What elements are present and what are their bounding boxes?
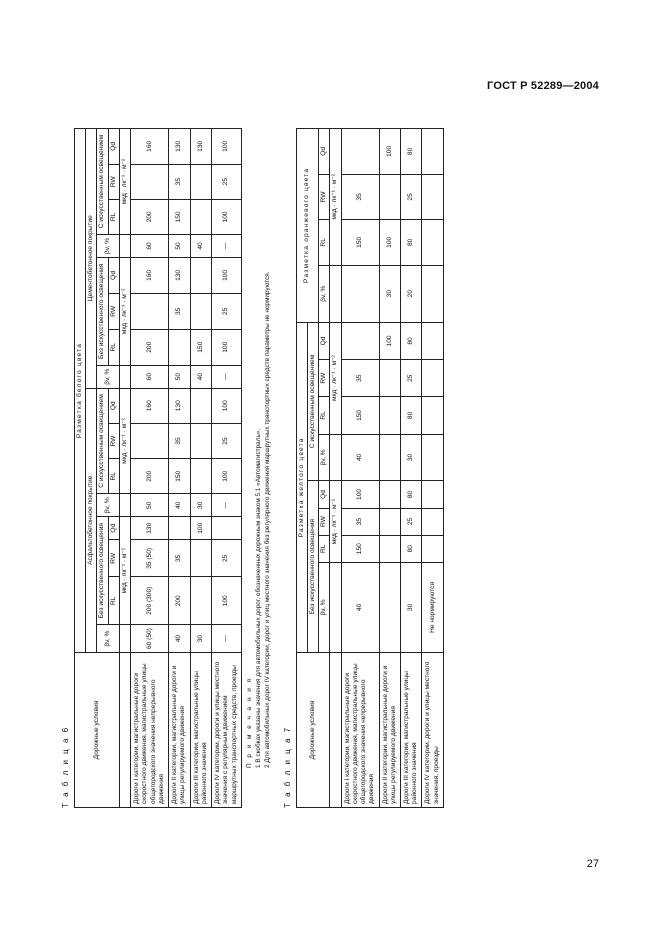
table6-col-road: Дорожные условия	[74, 653, 119, 808]
h-qd: Qd	[108, 129, 119, 165]
table6-body	[130, 129, 241, 808]
h-beta: βv, %	[318, 265, 329, 322]
value-cell: 130	[168, 388, 189, 423]
value-cell	[341, 265, 379, 322]
table6	[74, 128, 242, 808]
value-cell	[190, 293, 211, 329]
value-cell: 25	[400, 360, 421, 397]
units-spacer	[329, 434, 340, 481]
note-1: 1 В скобках указаны значения для автомобильных дорог, обозначенных дорожным знаком 5.1 «Автомагистраль».	[254, 428, 262, 768]
value-cell: 35	[341, 174, 379, 219]
value-cell: 80	[400, 397, 421, 434]
value-cell	[190, 199, 211, 234]
value-cell: 150	[341, 220, 379, 266]
sub-no-light: Без искусственного освещения	[96, 517, 107, 625]
value-cell: 200 (300)	[130, 577, 168, 625]
value-cell: 130	[168, 129, 189, 165]
h-beta: βv, %	[318, 562, 329, 652]
units-label: мкд · лк⁻¹ · м⁻²	[119, 129, 130, 235]
value-cell	[190, 164, 211, 199]
table-row	[421, 129, 442, 808]
value-cell: 100	[211, 257, 241, 293]
value-cell: —	[211, 365, 241, 388]
value-cell	[379, 508, 400, 535]
road-condition-cell: Дороги I категории, магистральные дороги скоростного движения, магистральные улицы общегородского значения непрерывного движения	[130, 653, 168, 808]
value-cell: 100	[379, 129, 400, 175]
value-cell: 100	[190, 517, 211, 540]
units-spacer	[119, 625, 130, 653]
value-cell: 25	[211, 423, 241, 458]
value-cell: 35	[341, 508, 379, 535]
table6-notes	[245, 128, 272, 808]
road-condition-cell: Дороги III категории, магистральные улицы районного значения	[400, 653, 421, 808]
value-cell: 200	[168, 577, 189, 625]
table-row	[400, 129, 421, 808]
value-cell: 25	[400, 174, 421, 219]
units-spacer	[119, 365, 130, 388]
value-cell: 130	[168, 257, 189, 293]
value-cell	[379, 562, 400, 652]
h-rw: RW	[108, 293, 119, 329]
value-cell	[130, 164, 168, 199]
h-qd: Qd	[318, 322, 329, 360]
h-qd: Qd	[318, 129, 329, 175]
value-cell	[421, 129, 442, 175]
sub-no-light: Без искусственного освещения	[307, 481, 318, 653]
value-cell	[421, 397, 442, 434]
table6-caption: Т а б л и ц а 6	[60, 725, 70, 808]
value-cell	[421, 322, 442, 360]
value-cell: 150	[168, 459, 189, 494]
value-cell: 80	[400, 535, 421, 562]
units-row-spacer	[119, 653, 130, 808]
note-2: 2 Для автомобильных дорог IV категории, дорог и улиц местного значения без регулярного движения маршрутных транспортных средств параметры не нормируются.	[263, 271, 271, 768]
value-cell: 200	[130, 199, 168, 234]
value-cell: 80	[400, 129, 421, 175]
value-cell: 25	[211, 540, 241, 577]
h-rl: RL	[108, 459, 119, 494]
value-cell	[421, 174, 442, 219]
value-cell: 40	[190, 365, 211, 388]
h-beta: βv, %	[318, 434, 329, 481]
value-cell: 60	[130, 235, 168, 258]
value-cell: 35	[168, 540, 189, 577]
table7-col-road: Дорожные условия	[296, 653, 330, 808]
value-cell	[190, 540, 211, 577]
value-cell: 35	[168, 423, 189, 458]
value-cell	[379, 360, 400, 397]
value-cell	[190, 388, 211, 423]
value-cell: 100	[211, 577, 241, 625]
value-cell: 35 (50)	[130, 540, 168, 577]
h-rl: RL	[318, 535, 329, 562]
table7	[295, 128, 443, 808]
value-cell: 100	[211, 129, 241, 165]
table-row	[168, 129, 189, 808]
value-cell	[168, 329, 189, 365]
value-cell: —	[211, 494, 241, 517]
table-row	[190, 129, 211, 808]
value-cell: 150	[341, 535, 379, 562]
h-rl: RL	[318, 397, 329, 434]
value-cell: 130	[130, 517, 168, 540]
h-rw: RW	[108, 540, 119, 577]
value-cell: 150	[341, 397, 379, 434]
table6-marking-header: Разметка белого цвета	[74, 129, 85, 653]
units-row-spacer	[329, 653, 340, 808]
h-beta: βv, %	[96, 494, 118, 517]
units-spacer	[119, 494, 130, 517]
page-number: 27	[586, 858, 599, 870]
value-cell: 160	[130, 388, 168, 423]
value-cell: 100	[211, 459, 241, 494]
value-cell	[421, 481, 442, 508]
value-cell: 200	[130, 459, 168, 494]
value-cell	[421, 508, 442, 535]
value-cell: 60	[130, 365, 168, 388]
value-cell	[190, 459, 211, 494]
value-cell	[130, 423, 168, 458]
table-row	[211, 129, 241, 808]
value-cell: 25	[211, 164, 241, 199]
value-cell: 150	[190, 329, 211, 365]
value-cell	[379, 174, 400, 219]
table6-asphalt-header: Асфальтобетонное покрытие	[85, 388, 96, 652]
value-cell: Не нормируются	[421, 562, 442, 652]
value-cell: 50	[168, 365, 189, 388]
value-cell	[190, 577, 211, 625]
table7-yellow-header: Разметка желтого цвета	[296, 322, 307, 652]
value-cell: —	[211, 235, 241, 258]
h-qd: Qd	[108, 388, 119, 423]
value-cell: 30	[190, 625, 211, 653]
h-beta: βv, %	[96, 235, 118, 258]
value-cell	[379, 434, 400, 481]
value-cell: 100	[211, 329, 241, 365]
value-cell: 40	[168, 625, 189, 653]
value-cell: 35	[341, 360, 379, 397]
table7-body	[341, 129, 443, 808]
units-spacer	[329, 265, 340, 322]
value-cell	[130, 293, 168, 329]
h-qd: Qd	[108, 257, 119, 293]
value-cell: 30	[379, 265, 400, 322]
table-row	[379, 129, 400, 808]
value-cell: 25	[211, 293, 241, 329]
value-cell: 40	[190, 235, 211, 258]
value-cell	[379, 535, 400, 562]
h-rl: RL	[108, 199, 119, 234]
notes-title: П р и м е ч а н и я	[245, 676, 253, 768]
sub-no-light: Без искусственного освещения	[96, 257, 107, 365]
units-spacer	[119, 235, 130, 258]
value-cell: 150	[168, 199, 189, 234]
value-cell	[379, 481, 400, 508]
value-cell: 100	[341, 481, 379, 508]
road-condition-cell: Дороги II категории, магистральные дороги и улицы регулируемого движения	[379, 653, 400, 808]
value-cell	[341, 129, 379, 175]
value-cell: 40	[168, 494, 189, 517]
units-label: мкд · лк⁻¹ · м⁻²	[119, 517, 130, 625]
units-label: мкд · лк⁻¹ · м⁻²	[119, 257, 130, 365]
value-cell: 30	[400, 562, 421, 652]
value-cell: 25	[400, 508, 421, 535]
value-cell	[421, 535, 442, 562]
road-condition-cell: Дороги III категории, магистральные улицы районного значения	[190, 653, 211, 808]
h-rw: RW	[108, 423, 119, 458]
table-row	[341, 129, 379, 808]
value-cell: 80	[400, 322, 421, 360]
value-cell: 60 (50)	[130, 625, 168, 653]
h-qd: Qd	[108, 517, 119, 540]
road-condition-cell: Дороги I категории, магистральные дороги скоростного движения, магистральные улицы общегородского значения непрерывного движения	[341, 653, 379, 808]
value-cell: 130	[190, 129, 211, 165]
road-condition-cell: Дороги IV категории, дороги и улицы местного значения, проезды	[421, 653, 442, 808]
value-cell: 100	[211, 199, 241, 234]
value-cell: 30	[190, 494, 211, 517]
units-label: мкд · лк⁻¹ · м⁻²	[329, 129, 340, 266]
h-rw: RW	[318, 508, 329, 535]
table7-caption: Т а б л и ц а 7	[282, 725, 292, 808]
value-cell: 80	[400, 481, 421, 508]
value-cell: 20	[400, 265, 421, 322]
value-cell	[211, 517, 241, 540]
units-label: мкд · лк⁻¹ · м⁻²	[119, 388, 130, 494]
h-rl: RL	[108, 329, 119, 365]
h-rl: RL	[318, 220, 329, 266]
value-cell: 30	[400, 434, 421, 481]
value-cell: 40	[341, 434, 379, 481]
sub-light: С искусственным освещением	[307, 322, 318, 481]
table6-cement-header: Цементобетонное покрытие	[85, 129, 96, 389]
value-cell	[421, 265, 442, 322]
rotated-page-content	[61, 128, 601, 808]
sub-light: С искусственным освещением	[96, 388, 107, 494]
value-cell	[421, 434, 442, 481]
h-rw: RW	[318, 174, 329, 219]
value-cell	[168, 517, 189, 540]
h-rw: RW	[318, 360, 329, 397]
value-cell: 50	[130, 494, 168, 517]
sub-light: С искусственным освещением	[96, 129, 107, 235]
units-label: мкд · лк⁻¹ · м⁻²	[329, 322, 340, 434]
units-spacer	[329, 562, 340, 652]
table7-orange-header: Разметка оранжевого цвета	[296, 129, 318, 323]
value-cell: 100	[379, 322, 400, 360]
value-cell: 40	[341, 562, 379, 652]
value-cell: 160	[130, 129, 168, 165]
h-beta: βv, %	[96, 625, 118, 653]
h-rw: RW	[108, 164, 119, 199]
table-row	[130, 129, 168, 808]
h-qd: Qd	[318, 481, 329, 508]
value-cell: —	[211, 625, 241, 653]
value-cell	[190, 257, 211, 293]
document-code: ГОСТ Р 52289—2004	[487, 80, 599, 92]
h-beta: βv, %	[96, 365, 118, 388]
value-cell: 200	[130, 329, 168, 365]
road-condition-cell: Дороги IV категории, дороги и улицы местного значения с регулярным движением маршрутных транспортных средств, проезды	[211, 653, 241, 808]
value-cell: 80	[400, 220, 421, 266]
value-cell: 35	[168, 164, 189, 199]
value-cell: 35	[168, 293, 189, 329]
value-cell	[190, 423, 211, 458]
road-condition-cell: Дороги II категории, магистральные дороги и улицы регулируемого движения	[168, 653, 189, 808]
value-cell	[421, 360, 442, 397]
value-cell	[379, 397, 400, 434]
value-cell: 50	[168, 235, 189, 258]
units-label: мкд · лк⁻¹ · м⁻²	[329, 481, 340, 563]
value-cell: 100	[379, 220, 400, 266]
value-cell: 100	[211, 388, 241, 423]
value-cell	[421, 220, 442, 266]
value-cell: 160	[130, 257, 168, 293]
value-cell	[341, 322, 379, 360]
h-rl: RL	[108, 577, 119, 625]
